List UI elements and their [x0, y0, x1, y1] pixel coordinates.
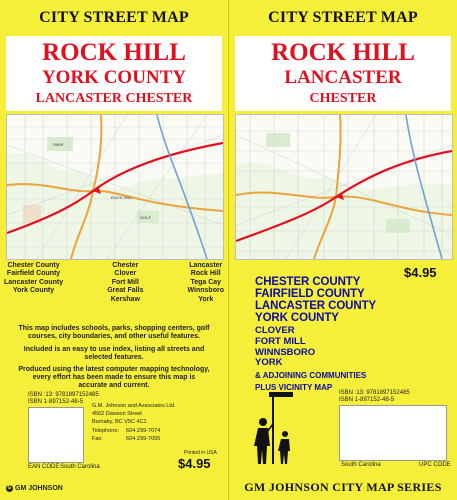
city-item: Fairfield County	[6, 270, 61, 278]
city-street-map-header: CITY STREET MAP	[39, 9, 189, 26]
title-rock-hill: ROCK HILL	[42, 39, 186, 66]
town-item: YORK	[255, 357, 283, 369]
title-rock-hill: ROCK HILL	[271, 39, 415, 66]
city-item: York	[198, 295, 214, 303]
svg-text:GOLF: GOLF	[140, 215, 151, 220]
state-label: South Carolina	[341, 462, 381, 468]
printed-in-usa: Printed in USA	[184, 450, 217, 456]
back-cover-panel	[229, 0, 457, 500]
title-chester: CHESTER	[309, 91, 377, 106]
county-item: FAIRFIELD COUNTY	[255, 288, 365, 300]
publisher-address-1: 4562 Dawson Street	[92, 411, 142, 418]
description-features: This map includes schools, parks, shopping centers, golf courses, city boundaries, and other useful features.	[18, 325, 210, 340]
publisher-fax-row	[92, 435, 212, 443]
logo-text: GM JOHNSON	[15, 485, 63, 492]
upc-barcode-box	[339, 405, 447, 461]
fax-label: Fax:	[92, 435, 103, 442]
city-column-counties	[4, 262, 63, 304]
street-map-image	[6, 114, 224, 260]
city-item: Lancaster County	[4, 278, 64, 286]
street-map-drawing	[236, 115, 452, 259]
description-accuracy: Produced using the latest computer mapping technology, every effort has been made to ensure this map is accurate and current.	[18, 366, 210, 389]
telephone-label: Telephone:	[92, 427, 119, 434]
city-item: Chester County	[7, 262, 60, 269]
city-item: Great Falls	[107, 287, 144, 295]
city-item: York County	[13, 287, 55, 295]
description-index: Included is an easy to use index, listing all streets and selected features.	[23, 346, 205, 361]
svg-text:ROCK HILL: ROCK HILL	[111, 195, 133, 200]
publisher-name: G.M. Johnson and Associates Ltd.	[92, 403, 176, 409]
isbn-13: ISBN :13: 9781897152485	[339, 390, 410, 396]
city-item: Chester	[112, 262, 139, 269]
svg-text:PARK: PARK	[53, 142, 64, 147]
ean-code-label: EAN CODE	[28, 464, 60, 470]
publisher-info	[92, 402, 212, 443]
title-lancaster-chester: LANCASTER CHESTER	[35, 91, 193, 106]
isbn-13: ISBN :13: 9781897152485	[28, 392, 99, 398]
city-item: Fort Mill	[111, 278, 139, 286]
title-box	[235, 36, 451, 111]
city-item: Tega Cay	[190, 278, 222, 286]
city-item: Clover	[114, 270, 137, 278]
price-tag: $4.95	[404, 265, 437, 280]
street-map-image	[235, 114, 453, 260]
price-tag: $4.95	[178, 456, 211, 471]
logo-mark-icon: G	[7, 485, 12, 491]
city-item: Winnsboro	[187, 287, 224, 295]
title-york-county: YORK COUNTY	[41, 67, 187, 88]
family-street-sign-icon	[249, 392, 297, 464]
town-item: WINNSBORO	[255, 346, 316, 358]
city-column-towns-a	[107, 262, 143, 304]
isbn-10: ISBN 1-897152-48-5	[28, 399, 84, 405]
coverage-list	[255, 276, 435, 393]
title-lancaster: LANCASTER	[284, 67, 402, 88]
county-item: YORK COUNTY	[255, 312, 339, 324]
county-item: LANCASTER COUNTY	[255, 300, 377, 312]
state-label: South Carolina	[60, 464, 100, 470]
city-column-towns-b	[188, 262, 225, 304]
city-item: Kershaw	[110, 295, 140, 303]
series-title: GM JOHNSON CITY MAP SERIES	[244, 480, 442, 494]
city-item: Lancaster	[189, 262, 223, 269]
city-list	[4, 262, 224, 304]
street-map-drawing	[7, 115, 223, 259]
city-street-map-header: CITY STREET MAP	[268, 9, 418, 26]
publisher-address-2: Burnaby, BC V5C 4C1	[92, 419, 147, 426]
upc-code-label: UPC CODE	[419, 462, 451, 468]
city-item: Rock Hill	[190, 270, 221, 278]
town-item: FORT MILL	[255, 335, 306, 347]
ean-barcode-box	[28, 407, 84, 463]
front-cover-panel	[0, 0, 228, 500]
isbn-10: ISBN 1-897152-48-5	[339, 397, 395, 403]
publisher-telephone-row	[92, 427, 212, 435]
town-item: CLOVER	[255, 325, 295, 336]
fax-value: 604-299-7095	[126, 435, 161, 442]
adjoining-communities: & ADJOINING COMMUNITIES	[255, 371, 367, 381]
title-box	[6, 36, 222, 111]
gm-johnson-logo	[6, 485, 63, 492]
vicinity-map-note: PLUS VICINITY MAP	[255, 383, 333, 393]
county-item: CHESTER COUNTY	[255, 276, 361, 288]
telephone-value: 604-299-7074	[126, 427, 161, 434]
